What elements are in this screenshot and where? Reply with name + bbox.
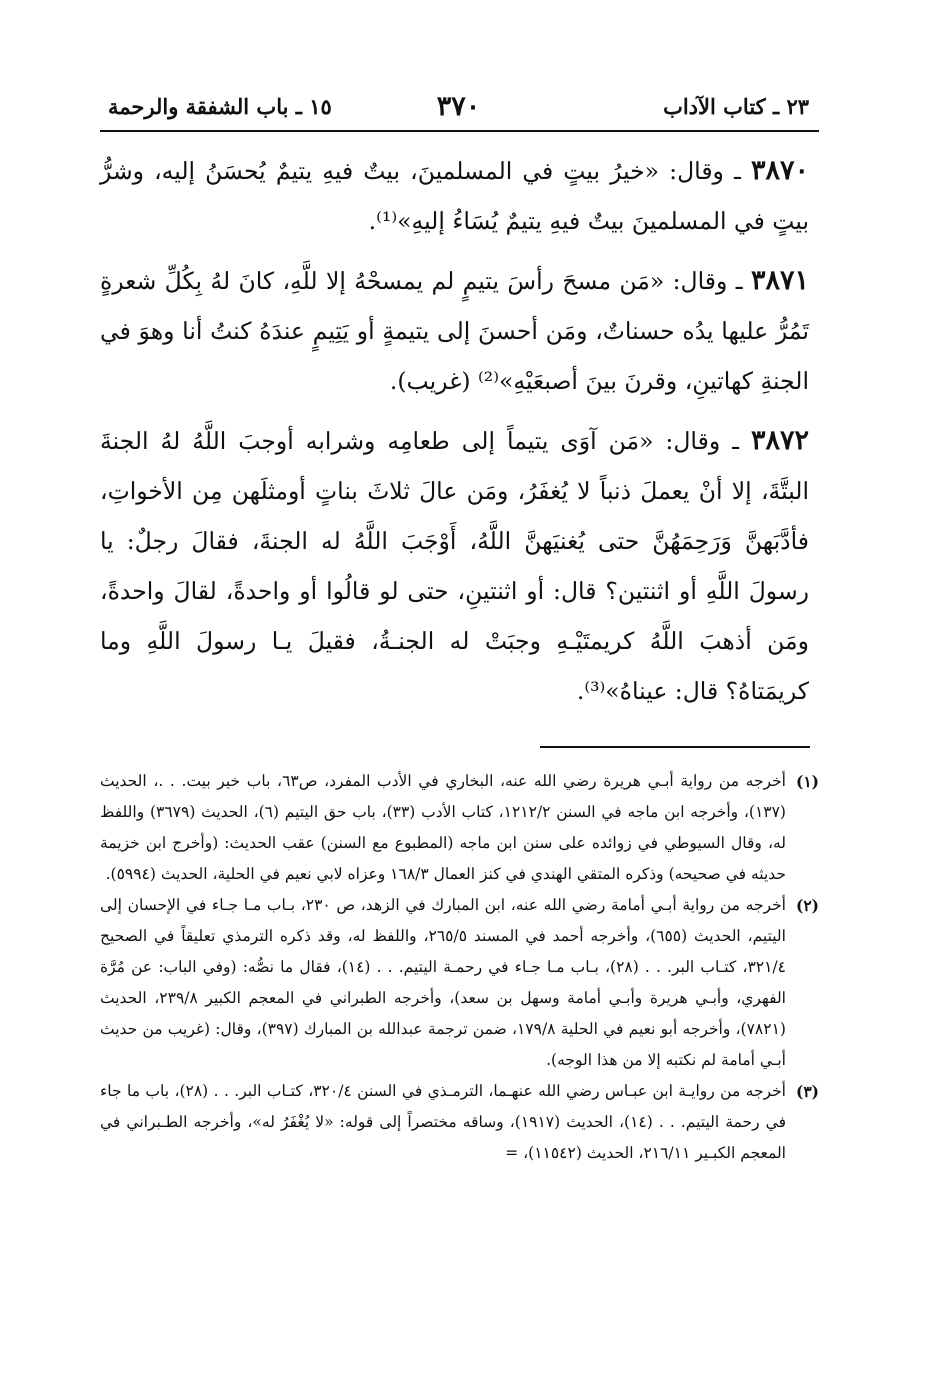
footnote-divider — [540, 746, 810, 748]
hadith-text: ـ وقال: «مَن مسحَ رأسَ يتيمٍ لم يمسحْهُ إلا للَّهِ، كانَ لهُ بِكُلِّ شعرةٍ تَمُرُّ عليها يدُه حسناتٌ، ومَن أحسنَ إلى يتيمةٍ أو يَتِيمٍ عندَهُ كنتُ أنا وهوَ في الجنةِ كهاتينِ، وقرنَ بينَ أصبعَيْهِ»⁽²⁾ (غريب). — [100, 267, 809, 395]
footnote-text: أخرجه من رواية أبـي أمامة رضي الله عنه، ابن المبارك في الزهد، ص ٢٣٠، بـاب مـا جـاء في الإحسان إلى اليتيم، الحديث (٦٥٥)، وأخرجه أحمد في المسند ٢٦٥/٥، واللفظ له، وقد ذكره الترمذي تعليقاً في الصحيح ٣٢١/٤، كتـاب البر. . . (٢٨)، بـاب مـا جـاء في رحمـة اليتيم. . . (١٤)، فقال ما نصُّه: (وفي الباب: عن مُرَّة الفهري، وأبـي هريرة وأبـي أمامة وسهل بن سعد)، وأخرجه الطبراني في المعجم الكبير ٢٣٩/٨، الحديث (٧٨٢١)، وأخرجه أبو نعيم في الحلية ١٧٩/٨، ضمن ترجمة عبدالله بن المبارك (٣٩٧)، وقال: (غريب من حديث أبـي أمامة لم نكتبه إلا من هذا الوجه). — [100, 896, 786, 1069]
footnote-text: أخرجه من روايـة ابن عبـاس رضي الله عنهـما، الترمـذي في السنن ٣٢٠/٤، كتـاب البر. . . (٢٨)، باب ما جاء في رحمة اليتيم. . . (١٤)، الحديث (١٩١٧)، وساقه مختصراً إلى قوله: «لا يُغْفَرُ له»، وأخرجه الطـبراني في المعجم الكبـير ٢١٦/١١، الحديث (١١٥٤٢)، = — [100, 1082, 786, 1162]
hadith-3872 — [100, 416, 809, 716]
hadith-number: ٣٨٧٢ — [750, 425, 809, 456]
footnote-number: (٣) — [795, 1082, 819, 1101]
footnote-2 — [100, 890, 819, 1076]
page-header — [108, 86, 809, 126]
hadith-3870 — [100, 146, 809, 246]
page-number: ٣٧٠ — [436, 90, 481, 122]
hadith-number: ٣٨٧١ — [750, 265, 809, 296]
book-title: ٢٣ ـ كتاب الآداب — [663, 93, 809, 119]
chapter-title: ١٥ ـ باب الشفقة والرحمة — [108, 93, 332, 119]
footnote-number: (١) — [795, 772, 819, 791]
header-divider — [100, 130, 819, 132]
footnote-1 — [100, 766, 819, 890]
footnote-text: أخرجه من رواية أبـي هريرة رضي الله عنه، البخاري في الأدب المفرد، ص٦٣، باب خير بيت. . .، الحديث (١٣٧)، وأخرجه ابن ماجه في السنن ١٢١٢/٢، كتاب الأدب (٣٣)، باب حق اليتيم (٦)، الحديث (٣٦٧٩) واللفظ له، وقال السيوطي في زوائده على سنن ابن ماجه (المطبوع مع السنن) عقب الحديث: (وأخرج ابن خزيمة حديثه في صحيحه) وذكره المتقي الهندي في كنز العمال ١٦٨/٣ وعزاه لابي نعيم في الحلية، الحديث (٥٩٩٤). — [100, 772, 786, 883]
hadith-text: ـ وقال: «خيرُ بيتٍ في المسلمينَ، بيتٌ فيهِ يتيمٌ يُحسَنُ إليه، وشرُّ بيتٍ في المسلمينَ بيتٌ فيهِ يتيمٌ يُسَاءُ إليهِ»⁽¹⁾. — [100, 157, 809, 235]
footnotes — [100, 766, 819, 1169]
footnote-3 — [100, 1076, 819, 1169]
footnote-number: (٢) — [795, 896, 819, 915]
hadith-body — [100, 146, 809, 726]
hadith-text: ـ وقال: «مَن آوَى يتيماً إلى طعامِه وشرابه أوجبَ اللَّهُ لهُ الجنةَ البتَّةَ، إلا أنْ يعملَ ذنباً لا يُغفَرُ، ومَن عالَ ثلاثَ بناتٍ أومثلَهن مِن الأخواتِ، فأدَّبَهنَّ وَرَحِمَهُنَّ حتى يُغنيَهنَّ اللَّهُ، أَوْجَبَ اللَّهُ له الجنةَ، فقالَ رجلٌ: يا رسولَ اللَّهِ أو اثنتين؟ قال: أو اثنتينِ، حتى لو قالُوا أو واحدةً، لقالَ واحدةً، ومَن أذهبَ اللَّهُ كريمتَيْـهِ وجبَتْ له الجنـةُ، فقيلَ يـا رسولَ اللَّهِ وما كريمَتاهُ؟ قال: عيناهُ»⁽³⁾. — [100, 427, 809, 705]
hadith-3871 — [100, 256, 809, 406]
hadith-number: ٣٨٧٠ — [750, 155, 809, 186]
